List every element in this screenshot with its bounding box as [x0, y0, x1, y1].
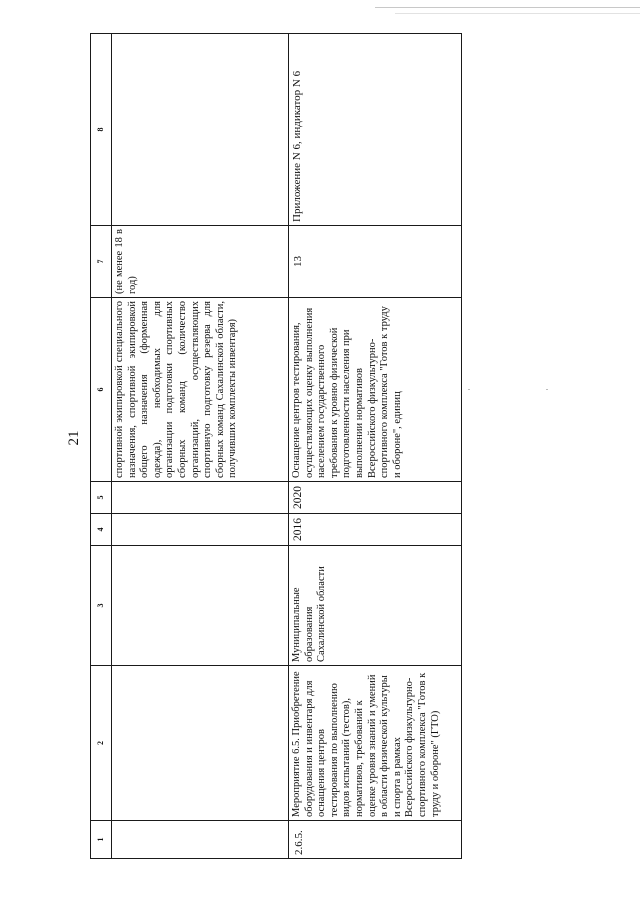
scan-edge-line	[395, 13, 640, 14]
cell-executor: Муниципальные образования Сахалинской области	[289, 546, 462, 666]
cell-indicator: Оснащение центров тестирования, осуществляющих оценку выполнения населением государственного требования к уровню физической подготовленности населения при выполнении нормативов Всероссийского физкультурно-спортивного комплекса "Готов к труду и обороне", единиц	[289, 298, 462, 482]
cell-year-start	[112, 514, 289, 546]
rotated-table-container	[90, 34, 457, 859]
header-col-3: 3	[91, 546, 112, 666]
program-measures-table	[90, 33, 462, 859]
page-number: 21	[66, 430, 82, 446]
cell-indicator: спортивной экипировкой специального назначения, спортивной экипировкой общего назначения (форменная одежда), необходимых для организации подготовки спортивных сборных команд (количество организаций, осуществляющих спортивную подготовку резерва для сборных команд Сахалинской области, получивших комплекты инвентаря)	[112, 298, 289, 482]
header-col-7: 7	[91, 226, 112, 298]
header-col-8: 8	[91, 34, 112, 226]
header-col-4: 4	[91, 514, 112, 546]
cell-num: 2.6.5.	[289, 821, 462, 859]
header-col-1: 1	[91, 821, 112, 859]
cell-num	[112, 821, 289, 859]
scan-edge-line	[375, 7, 640, 8]
cell-measure: Мероприятие 6.5. Приобретение оборудования и инвентаря для оснащения центров тестирования по выполнению видов испытаний (тестов), нормативов, требований к оценке уровня знаний и умений в области физической культуры и спорта в рамках Всероссийского физкультурно-спортивного комплекса "Готов к труду и обороне" (ГТО)	[289, 666, 462, 821]
cell-value: 13	[289, 226, 462, 298]
cell-value: (не менее 18 в год)	[112, 226, 289, 298]
cell-executor	[112, 546, 289, 666]
header-col-5: 5	[91, 482, 112, 514]
scan-speck	[546, 389, 548, 390]
cell-year-end: 2020	[289, 482, 462, 514]
table-row-2-6-5	[289, 34, 462, 859]
cell-year-end	[112, 482, 289, 514]
header-col-6: 6	[91, 298, 112, 482]
table-row-continuation	[112, 34, 289, 859]
cell-note: Приложение N 6, индикатор N 6	[289, 34, 462, 226]
cell-year-start: 2016	[289, 514, 462, 546]
header-row	[91, 34, 112, 859]
cell-note	[112, 34, 289, 226]
cell-measure	[112, 666, 289, 821]
scan-speck	[468, 389, 470, 390]
header-col-2: 2	[91, 666, 112, 821]
